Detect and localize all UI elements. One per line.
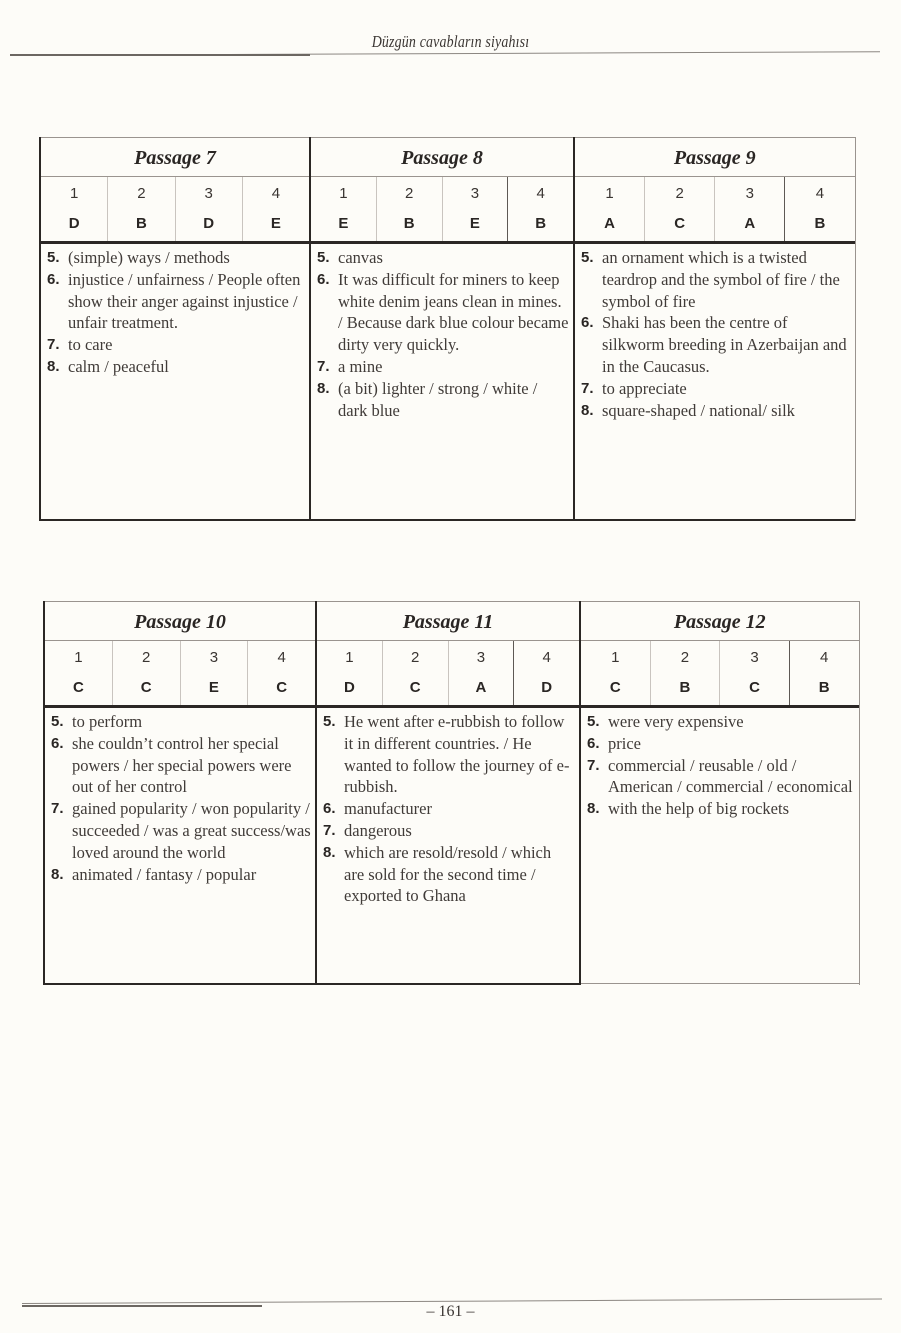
answer-letter: A [448, 673, 514, 705]
answer-number: 5. [47, 249, 60, 266]
question-number-row [41, 177, 309, 209]
answer-letter: D [513, 673, 579, 705]
answer-text: a mine [338, 356, 383, 376]
answer-letter: C [112, 673, 180, 705]
question-number: 2 [376, 177, 442, 209]
answer-item [581, 400, 851, 422]
answer-item [587, 798, 855, 820]
question-number-row [581, 641, 859, 673]
answer-letter: D [343, 679, 355, 696]
answer-number: 8. [317, 379, 330, 397]
answer-table-passages-10-12 [43, 601, 860, 985]
answer-item [47, 269, 305, 334]
answer-letter: E [180, 673, 248, 705]
answer-text: to perform [72, 712, 143, 731]
answer-text: which are resold/resold / which are sold for the second time / exported to Ghana [344, 842, 552, 906]
answer-text: with the help of big rockets [608, 799, 790, 819]
answer-letter-row [575, 209, 855, 241]
answer-letter: B [650, 673, 720, 705]
answer-letter-row [45, 673, 315, 705]
answer-text: calm / peaceful [68, 356, 169, 376]
answer-text: were very expensive [608, 712, 744, 731]
answer-letter: C [609, 679, 621, 696]
passage-title: Passage 8 [311, 138, 573, 177]
passage-block [574, 138, 855, 522]
answer-item [47, 334, 305, 356]
answer-number: 7. [323, 821, 336, 839]
answer-letter: B [376, 209, 442, 241]
answer-text: (a bit) lighter / strong / white / dark blue [338, 378, 538, 420]
answer-letter: B [107, 209, 174, 241]
answer-letter: C [382, 673, 448, 705]
answer-item [581, 247, 851, 312]
page-number: – 161 – [426, 1303, 475, 1320]
open-answers [317, 708, 579, 985]
answer-number: 8. [581, 401, 594, 419]
header-rule-heavy [10, 54, 310, 56]
answer-text: animated / fantasy / popular [72, 864, 257, 884]
passage-block [316, 602, 580, 986]
open-answers [41, 244, 309, 521]
question-number: 3 [180, 641, 248, 673]
question-number: 4 [789, 641, 859, 673]
answer-item [587, 733, 855, 755]
open-answers [45, 708, 315, 985]
question-number: 1 [345, 649, 354, 666]
passage-block [580, 602, 859, 986]
question-number: 2 [644, 177, 714, 209]
answer-text: (simple) ways / methods [68, 248, 230, 267]
answer-letter: A [604, 215, 615, 232]
answer-letter: B [784, 209, 854, 241]
answer-letter: C [72, 679, 84, 696]
question-number: 4 [513, 641, 579, 673]
passage-block [310, 138, 574, 522]
question-number: 4 [507, 177, 573, 209]
answer-letter-row [581, 673, 859, 705]
answer-number: 5. [581, 249, 594, 266]
answer-letter: E [242, 209, 309, 241]
question-number: 1 [339, 185, 348, 202]
answer-item [317, 378, 569, 422]
answer-letter: D [68, 215, 80, 232]
answer-text: It was difficult for miners to keep white denim jeans clean in mines. / Because dark blue colour became dirty very quickly. [338, 269, 569, 355]
question-number: 1 [605, 185, 614, 202]
question-number: 2 [112, 641, 180, 673]
answer-number: 7. [47, 336, 60, 354]
passage-title: Passage 11 [317, 602, 579, 641]
question-number: 2 [382, 641, 448, 673]
answer-text: Shaki has been the centre of silkworm breeding in Azerbaijan and in the Caucasus. [602, 313, 847, 376]
answer-letter-row [317, 673, 579, 705]
answer-item [323, 798, 575, 820]
open-answers [575, 244, 855, 521]
answer-item [587, 755, 855, 799]
answer-text: manufacturer [344, 799, 432, 819]
question-number: 2 [650, 641, 720, 673]
question-number-row [317, 641, 579, 673]
answer-item [323, 842, 575, 907]
answer-text: she couldn’t control her special powers / her special powers were out of her control [72, 733, 292, 797]
question-number-row [575, 177, 855, 209]
question-number-row [45, 641, 315, 673]
open-answers [311, 244, 573, 521]
answer-number: 6. [581, 314, 594, 332]
passage-block [40, 138, 310, 522]
answer-letter: B [507, 209, 573, 241]
answer-text: price [608, 733, 641, 753]
answer-number: 5. [323, 713, 336, 730]
passage-title: Passage 10 [45, 602, 315, 641]
passage-title: Passage 12 [581, 602, 859, 641]
passage-title: Passage 9 [575, 138, 855, 177]
answer-item [51, 733, 311, 798]
answer-item [317, 269, 569, 356]
question-number: 3 [175, 177, 242, 209]
answer-number: 5. [51, 713, 64, 730]
question-number: 4 [247, 641, 315, 673]
answer-item [51, 711, 311, 733]
question-number: 3 [442, 177, 508, 209]
open-answers [581, 708, 859, 984]
answer-letter: E [338, 215, 349, 232]
question-number: 1 [611, 649, 620, 666]
answer-number: 7. [587, 756, 600, 774]
answer-text: injustice / unfairness / People often show their anger against injustice / unfair treatment. [68, 269, 301, 333]
answer-number: 6. [587, 734, 600, 752]
answer-item [317, 247, 569, 269]
answer-number: 7. [581, 379, 594, 397]
answer-letter-row [41, 209, 309, 241]
question-number: 1 [69, 185, 79, 202]
answer-item [323, 711, 575, 798]
answer-item [581, 378, 851, 400]
answer-text: dangerous [344, 820, 412, 840]
passage-title: Passage 7 [41, 138, 309, 177]
answer-item [47, 247, 305, 269]
question-number-row [311, 177, 573, 209]
answer-number: 6. [47, 270, 60, 288]
answer-letter: D [175, 209, 242, 241]
answer-number: 6. [323, 800, 336, 818]
answer-item [581, 312, 851, 377]
answer-table-passages-7-9 [39, 137, 856, 521]
answer-letter: C [719, 673, 789, 705]
question-number: 3 [714, 177, 784, 209]
answer-letter: E [442, 209, 508, 241]
answer-number: 5. [317, 249, 330, 266]
answer-item [587, 711, 855, 733]
running-title: Düzgün cavabların siyahısı [371, 32, 530, 51]
question-number: 4 [242, 177, 309, 209]
answer-text: an ornament which is a twisted teardrop and the symbol of fire / the symbol of fire [602, 248, 840, 311]
answer-letter: C [644, 209, 714, 241]
answer-number: 7. [51, 800, 64, 818]
answer-text: to appreciate [602, 378, 687, 398]
answer-item [51, 864, 311, 886]
answer-number: 8. [323, 843, 336, 861]
answer-text: commercial / reusable / old / American / commercial / economical [608, 755, 853, 797]
answer-text: square-shaped / national/ silk [602, 400, 795, 420]
answer-item [47, 356, 305, 378]
answer-text: gained popularity / won popularity / succeeded / was a great success/was loved around the world [72, 799, 311, 862]
answer-letter: C [247, 673, 315, 705]
answer-number: 6. [317, 270, 330, 288]
answer-number: 5. [587, 713, 600, 730]
question-number: 4 [784, 177, 854, 209]
answer-item [317, 356, 569, 378]
answer-number: 6. [51, 734, 64, 752]
answer-text: to care [68, 335, 113, 355]
question-number: 3 [448, 641, 514, 673]
question-number: 3 [719, 641, 789, 673]
answer-letter: B [789, 673, 859, 705]
passage-block [44, 602, 316, 986]
answer-text: canvas [338, 248, 383, 267]
question-number: 2 [107, 177, 174, 209]
answer-number: 8. [51, 865, 64, 883]
question-number: 1 [74, 649, 83, 666]
answer-item [323, 820, 575, 842]
answer-letter: A [714, 209, 784, 241]
answer-number: 8. [47, 357, 60, 375]
answer-number: 7. [317, 357, 330, 375]
answer-letter-row [311, 209, 573, 241]
answer-number: 8. [587, 800, 600, 818]
answer-item [51, 798, 311, 863]
answer-text: He went after e-rubbish to follow it in different countries. / He wanted to follow the journey of e-rubbish. [344, 712, 570, 797]
